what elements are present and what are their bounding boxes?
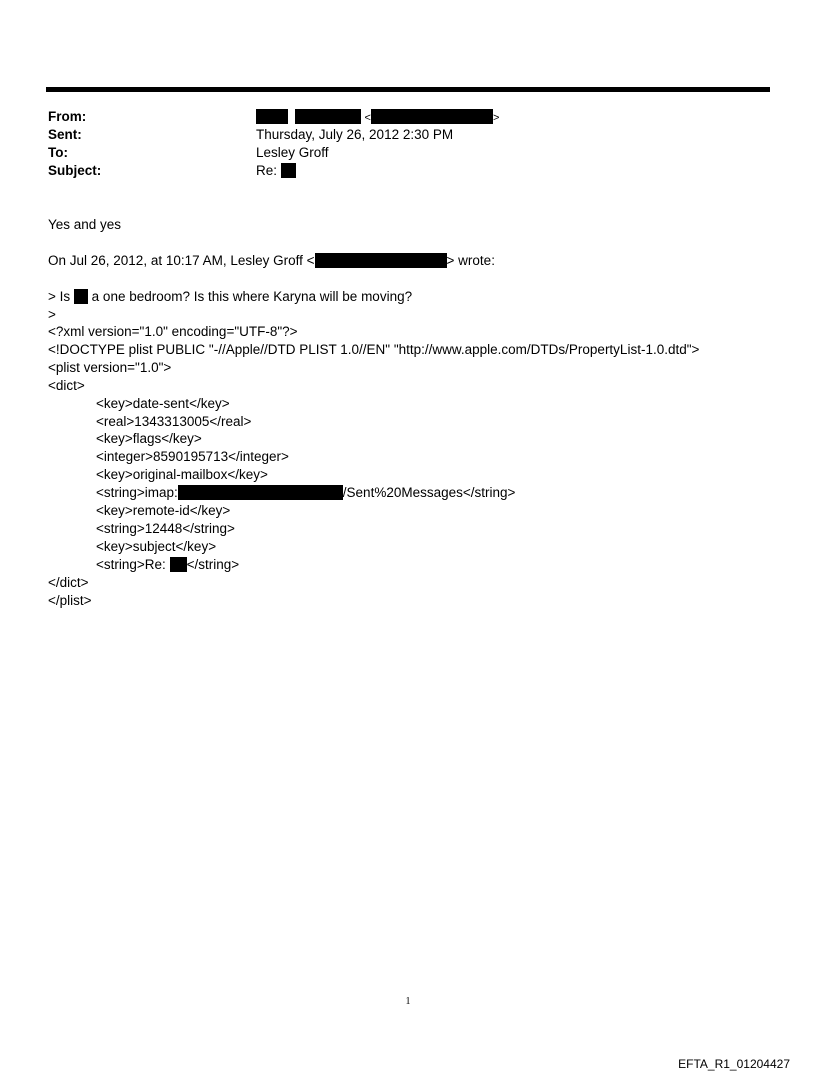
subject-string-post: </string>	[186, 556, 240, 572]
redaction-box	[74, 289, 88, 304]
subject-value	[256, 162, 296, 180]
from-gt: >	[492, 112, 500, 124]
plist-key-subject: <key>subject</key>	[96, 538, 217, 554]
redaction-box	[281, 163, 296, 178]
subject-text: Re:	[256, 163, 278, 178]
subject-string-pre: <string>Re:	[96, 556, 166, 572]
plist-key-flags: <key>flags</key>	[96, 431, 202, 447]
redaction-box	[170, 557, 187, 572]
to-value: Lesley Groff	[256, 145, 329, 160]
reply-text: Yes and yes	[48, 217, 122, 232]
plist-value-remote-id: <string>12448</string>	[96, 520, 235, 536]
dict-open: <dict>	[48, 377, 85, 393]
plist-value-flags: <integer>8590195713</integer>	[96, 449, 289, 465]
quoted-question	[48, 288, 412, 306]
plist-key-date-sent: <key>date-sent</key>	[96, 395, 230, 411]
sent-label: Sent:	[48, 127, 82, 142]
plist-key-original-mailbox: <key>original-mailbox</key>	[96, 467, 268, 483]
plist-open: <plist version="1.0">	[48, 359, 172, 375]
plist-value-date-sent: <real>1343313005</real>	[96, 413, 252, 429]
xml-declaration: <?xml version="1.0" encoding="UTF-8"?>	[48, 324, 298, 339]
redaction-box	[371, 109, 493, 124]
plist-block	[48, 323, 699, 610]
header-rule	[46, 87, 770, 92]
quoted-question-post: a one bedroom? Is this where Karyna will be moving?	[91, 289, 413, 304]
plist-value-original-mailbox	[48, 484, 699, 502]
from-value	[256, 108, 499, 127]
dict-close: </dict>	[48, 574, 89, 590]
quote-intro-pre: On Jul 26, 2012, at 10:17 AM, Lesley Groff <	[48, 253, 315, 268]
to-label: To:	[48, 145, 68, 160]
redaction-box	[256, 109, 288, 124]
sent-value: Thursday, July 26, 2012 2:30 PM	[256, 127, 454, 142]
quoted-empty-line: >	[48, 307, 56, 322]
plist-key-remote-id: <key>remote-id</key>	[96, 503, 231, 519]
redaction-box	[295, 109, 361, 124]
quote-intro-post: > wrote:	[446, 253, 495, 268]
from-lt: <	[364, 112, 371, 124]
plist-value-subject	[48, 556, 699, 574]
bates-number: EFTA_R1_01204427	[678, 1057, 790, 1071]
redaction-box	[178, 485, 343, 500]
redaction-box	[315, 253, 447, 268]
from-label: From:	[48, 109, 87, 124]
page-number: 1	[405, 996, 411, 1007]
doctype-line: <!DOCTYPE plist PUBLIC "-//Apple//DTD PLIST 1.0//EN" "http://www.apple.com/DTDs/PropertyList-1.0.dtd">	[48, 341, 700, 357]
mailbox-pre: <string>imap:	[96, 485, 178, 501]
mailbox-post: /Sent%20Messages</string>	[342, 485, 516, 501]
subject-label: Subject:	[48, 163, 102, 178]
plist-close: </plist>	[48, 592, 92, 608]
quoted-question-pre: > Is	[48, 289, 71, 304]
quote-intro	[48, 252, 495, 270]
